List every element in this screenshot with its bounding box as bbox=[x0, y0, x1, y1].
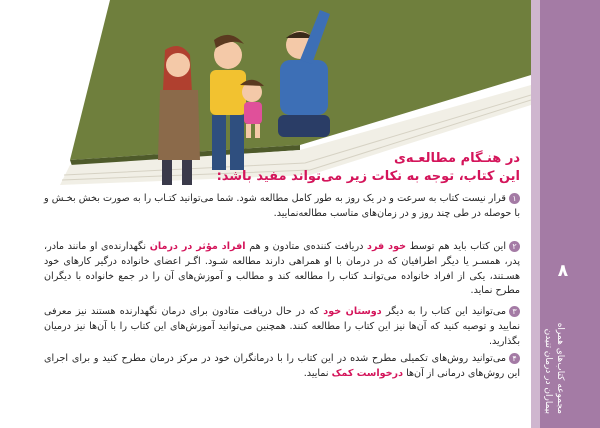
heading-line-1: در هنـگام مطالعـه‌ی bbox=[394, 151, 520, 166]
tip-text-3-pre: می‌توانید این کتاب را به دیگر bbox=[381, 306, 506, 317]
tip-text-3-post: که در حال دریافت متادون برای درمان نگهدارنده هستند نیز معرفی نمایید و توصیه کنید که آن‌ها نیز این کتاب را مطالعه کنند. همچنین می‌توانید آموزش‌های این کتاب را با آن‌ها نیز درمیان بگذارید. bbox=[44, 306, 520, 347]
book-series-title: مجموعه کتاب‌های همراه بیماران در درمان تنیدن bbox=[543, 322, 565, 414]
tip-paragraph-1 bbox=[44, 192, 520, 222]
tip-highlight-self: خود فرد bbox=[367, 241, 407, 252]
bullet-number-2: ۲ bbox=[509, 241, 520, 252]
bullet-number-3: ۳ bbox=[509, 306, 520, 317]
tip-paragraph-4 bbox=[44, 352, 520, 382]
tip-text-1: قرار نیست کتاب به سرعت و در یک روز به طور کامل مطالعه شود. شما می‌توانید کتـاب را به صورت بخش بخـش و با حوصله در طی چند روز و در زمان‌های متاسب مطالعه‌نمایید. bbox=[44, 193, 520, 219]
tip-text-2-mid: دریافت کننده‌ی متادون و هم bbox=[245, 241, 368, 252]
page-number: ۸ bbox=[557, 261, 569, 281]
tip-highlight-ask-help: درخواست کمک bbox=[331, 367, 404, 379]
tip-paragraph-2 bbox=[44, 240, 520, 299]
tip-paragraph-3 bbox=[44, 305, 520, 349]
bullet-number-4: ۴ bbox=[509, 353, 520, 364]
heading-line-2: این کتاب، توجه به نکات زیر می‌تواند مفید باشد: bbox=[216, 169, 520, 184]
bullet-number-1: ۱ bbox=[509, 193, 520, 204]
tip-text-2-pre: این کتاب باید هم توسط bbox=[406, 241, 506, 252]
tip-highlight-influential-people: افراد مؤثر در درمان bbox=[149, 241, 246, 252]
tip-text-4-post: نمایید. bbox=[303, 367, 332, 379]
tip-text-4-pre: می‌توانید روش‌های تکمیلی مطرح شده در این کتاب را با درمانگران خود در مرکز درمان مطرح کنید و برای اجرای این روش‌های درمانی از آن‌ها bbox=[44, 353, 520, 379]
section-heading bbox=[120, 150, 520, 186]
tip-highlight-friends: دوستان خود bbox=[323, 306, 382, 317]
tip-text-2-post: نگهدارنده‌ی او مانند مادر، پدر، همسـر یا دیگر اطرافیان که در درمان با او همراهی دارند مطالعه شـود. اگـر اعضای خانواده درگیر کارهای خود هسـتند، یکی از افراد خانواده می‌توانـد کتاب را مطالعه کند و مطالب و آموزش‌های آن را در جمع خانواده با دیگران مطرح نماید. bbox=[44, 241, 520, 297]
